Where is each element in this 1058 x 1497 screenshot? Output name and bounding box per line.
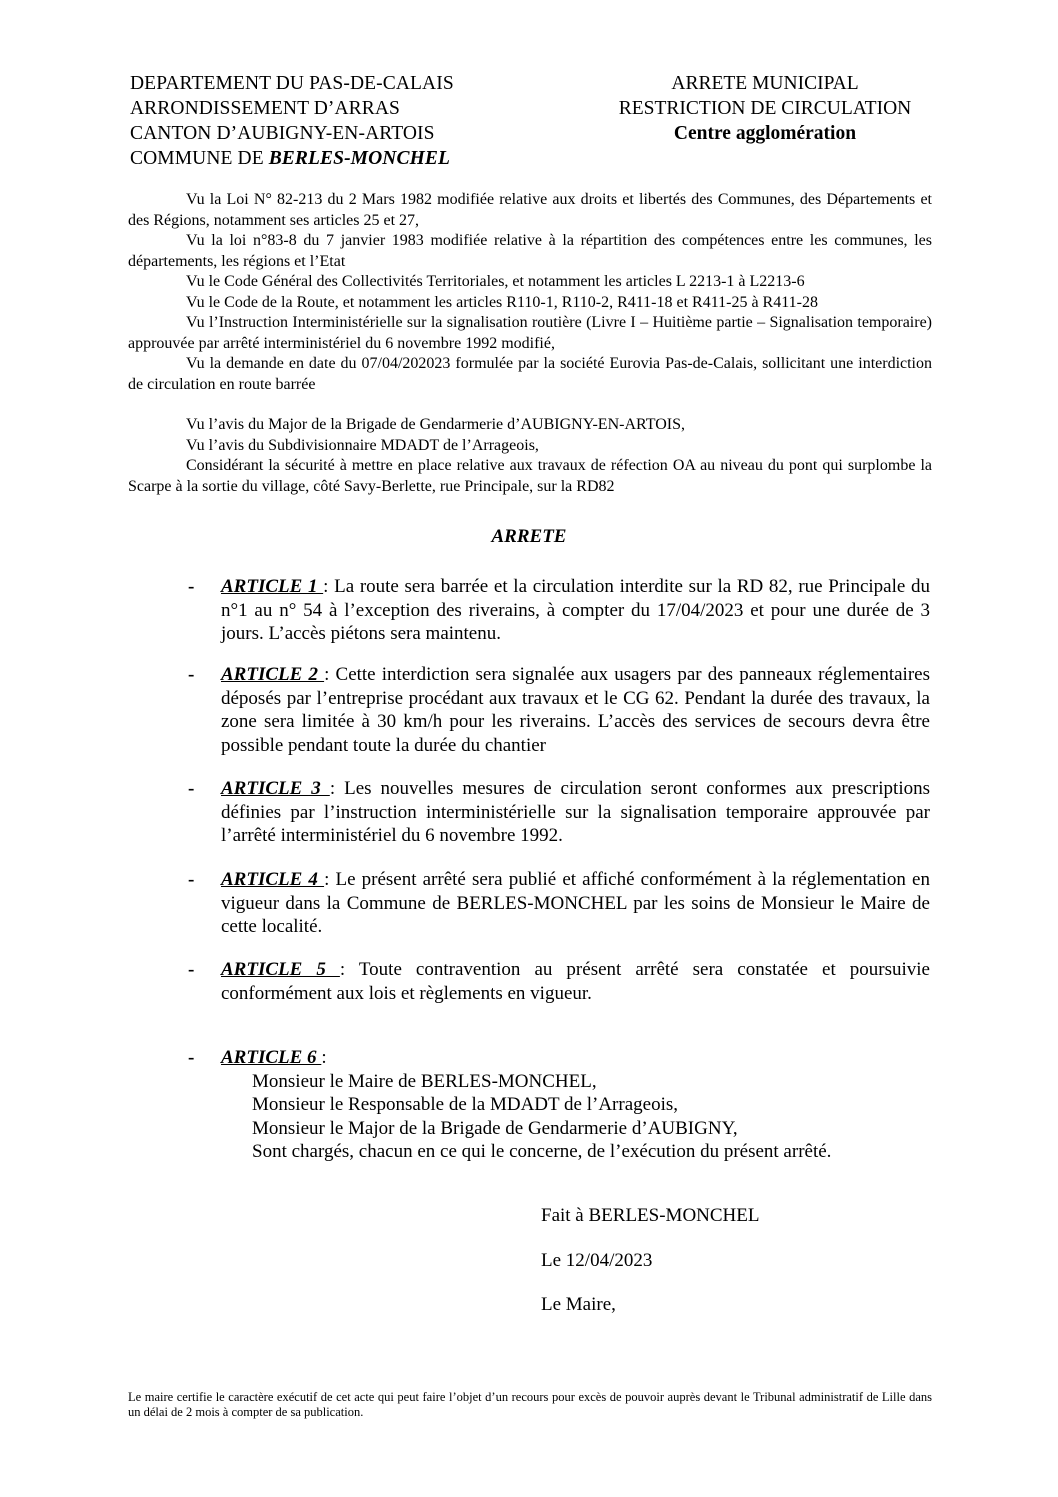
- commune-prefix: COMMUNE DE: [130, 148, 269, 169]
- article-label: ARTICLE 5: [221, 959, 340, 980]
- signature-place: Fait à BERLES-MONCHEL: [541, 1205, 760, 1226]
- article-text: : Le présent arrêté sera publié et affiché conformément à la réglementation en vigueur dans la Commune de BERLES-MONCHEL par les soins de Monsieur le Maire de cette localité.: [221, 869, 930, 937]
- signature-date: Le 12/04/2023: [541, 1250, 653, 1271]
- decree-type: ARRETE MUNICIPAL: [671, 73, 859, 94]
- decree-type-block: [590, 71, 940, 146]
- preamble-item: Vu la loi n°83-8 du 7 janvier 1983 modifiée relative à la répartition des compétences entre les communes, les départements, les régions et l’Etat: [128, 232, 932, 270]
- article-label: ARTICLE 2: [221, 664, 325, 685]
- decree-scope: Centre agglomération: [673, 123, 857, 144]
- preamble-item: Considérant la sécurité à mettre en place relative aux travaux de réfection OA au niveau du pont qui surplombe la Scarpe à la sortie du village, côté Savy-Berlette, rue Principale, sur la RD82: [128, 457, 932, 495]
- decree-subject: RESTRICTION DE CIRCULATION: [618, 98, 912, 119]
- preamble-item: Vu l’Instruction Interministérielle sur la signalisation routière (Livre I – Huitième partie – Signalisation temporaire) approuvée par arrêté interministériel du 6 novembre 1992 modifié,: [128, 314, 932, 352]
- canton-line: CANTON D’AUBIGNY-EN-ARTOIS: [130, 123, 435, 144]
- responsible-line: Monsieur le Responsable de la MDADT de l’Arrageois,: [252, 1094, 678, 1115]
- bullet: -: [188, 664, 195, 685]
- commune-line: [130, 146, 560, 171]
- preamble-item: Vu l’avis du Subdivisionnaire MDADT de l’Arrageois,: [186, 436, 539, 454]
- article-label: ARTICLE 4: [221, 869, 325, 890]
- commune-name: BERLES-MONCHEL: [268, 148, 450, 169]
- article-6: [188, 1046, 930, 1164]
- bullet: -: [188, 869, 195, 890]
- article-text: : Toute contravention au présent arrêté sera constatée et poursuivie conformément aux lois et règlements en vigueur.: [221, 959, 930, 1004]
- arrondissement-line: ARRONDISSEMENT D’ARRAS: [130, 98, 401, 119]
- article-1: [188, 575, 930, 646]
- bullet: -: [188, 959, 195, 980]
- article-3: [188, 777, 930, 848]
- issuer-block: [130, 71, 560, 171]
- bullet: -: [188, 576, 195, 597]
- article-4: [188, 868, 930, 939]
- preamble: [128, 190, 932, 497]
- responsible-line: Monsieur le Major de la Brigade de Gendarmerie d’AUBIGNY,: [252, 1117, 738, 1139]
- responsible-line: Sont chargés, chacun en ce qui le concerne, de l’exécution du présent arrêté.: [252, 1141, 832, 1162]
- decree-title: ARRETE: [491, 526, 567, 547]
- responsible-line: Monsieur le Maire de BERLES-MONCHEL,: [252, 1070, 597, 1092]
- article-text: : Les nouvelles mesures de circulation seront conformes aux prescriptions définies par l’instruction interministérielle sur la signalisation temporaire approuvée par l’arrêté interministériel du 6 novembre 1992.: [221, 778, 930, 846]
- article-label: ARTICLE 3: [221, 778, 330, 799]
- bullet: -: [188, 778, 195, 799]
- preamble-item: Vu le Code de la Route, et notamment les articles R110-1, R110-2, R411-18 et R411-25 à R411-28: [186, 293, 818, 311]
- article-text: : Cette interdiction sera signalée aux usagers par des panneaux réglementaires déposés par l’entreprise procédant aux travaux et le CG 62. Pendant la durée des travaux, la zone sera limitée à 30 km/h pour les riverains. L’accès des services de secours devra être possible pendant toute la durée du chantier: [221, 664, 930, 756]
- preamble-item: Vu l’avis du Major de la Brigade de Gendarmerie d’AUBIGNY-EN-ARTOIS,: [186, 416, 685, 433]
- article-text: : La route sera barrée et la circulation interdite sur la RD 82, rue Principale du n°1 au n° 54 à l’exception des riverains, à compter du 17/04/2023 et pour une durée de 3 jours. L’accès piétons sera maintenu.: [221, 576, 930, 644]
- preamble-item: Vu le Code Général des Collectivités Territoriales, et notamment les articles L 2213-1 à L2213-6: [186, 273, 805, 290]
- responsible-list: [252, 1070, 930, 1164]
- legal-footer: Le maire certifie le caractère exécutif de cet acte qui peut faire l’objet d’un recours pour excès de pouvoir auprès devant le Tribunal administratif de Lille dans un délai de 2 mois à compter de sa publication.: [128, 1390, 932, 1419]
- article-label: ARTICLE 6: [221, 1047, 322, 1068]
- preamble-item: Vu la demande en date du 07/04/202023 formulée par la société Eurovia Pas-de-Calais, sollicitant une interdiction de circulation en route barrée: [128, 355, 932, 393]
- article-text: :: [321, 1047, 327, 1068]
- department-line: DEPARTEMENT DU PAS-DE-CALAIS: [130, 73, 454, 94]
- bullet: -: [188, 1047, 195, 1068]
- article-2: [188, 663, 930, 757]
- article-5: [188, 958, 930, 1005]
- article-label: ARTICLE 1: [221, 576, 324, 597]
- signatory: Le Maire,: [541, 1294, 616, 1315]
- preamble-item: Vu la Loi N° 82-213 du 2 Mars 1982 modifiée relative aux droits et libertés des Communes, des Départements et des Régions, notamment ses articles 25 et 27,: [128, 191, 932, 229]
